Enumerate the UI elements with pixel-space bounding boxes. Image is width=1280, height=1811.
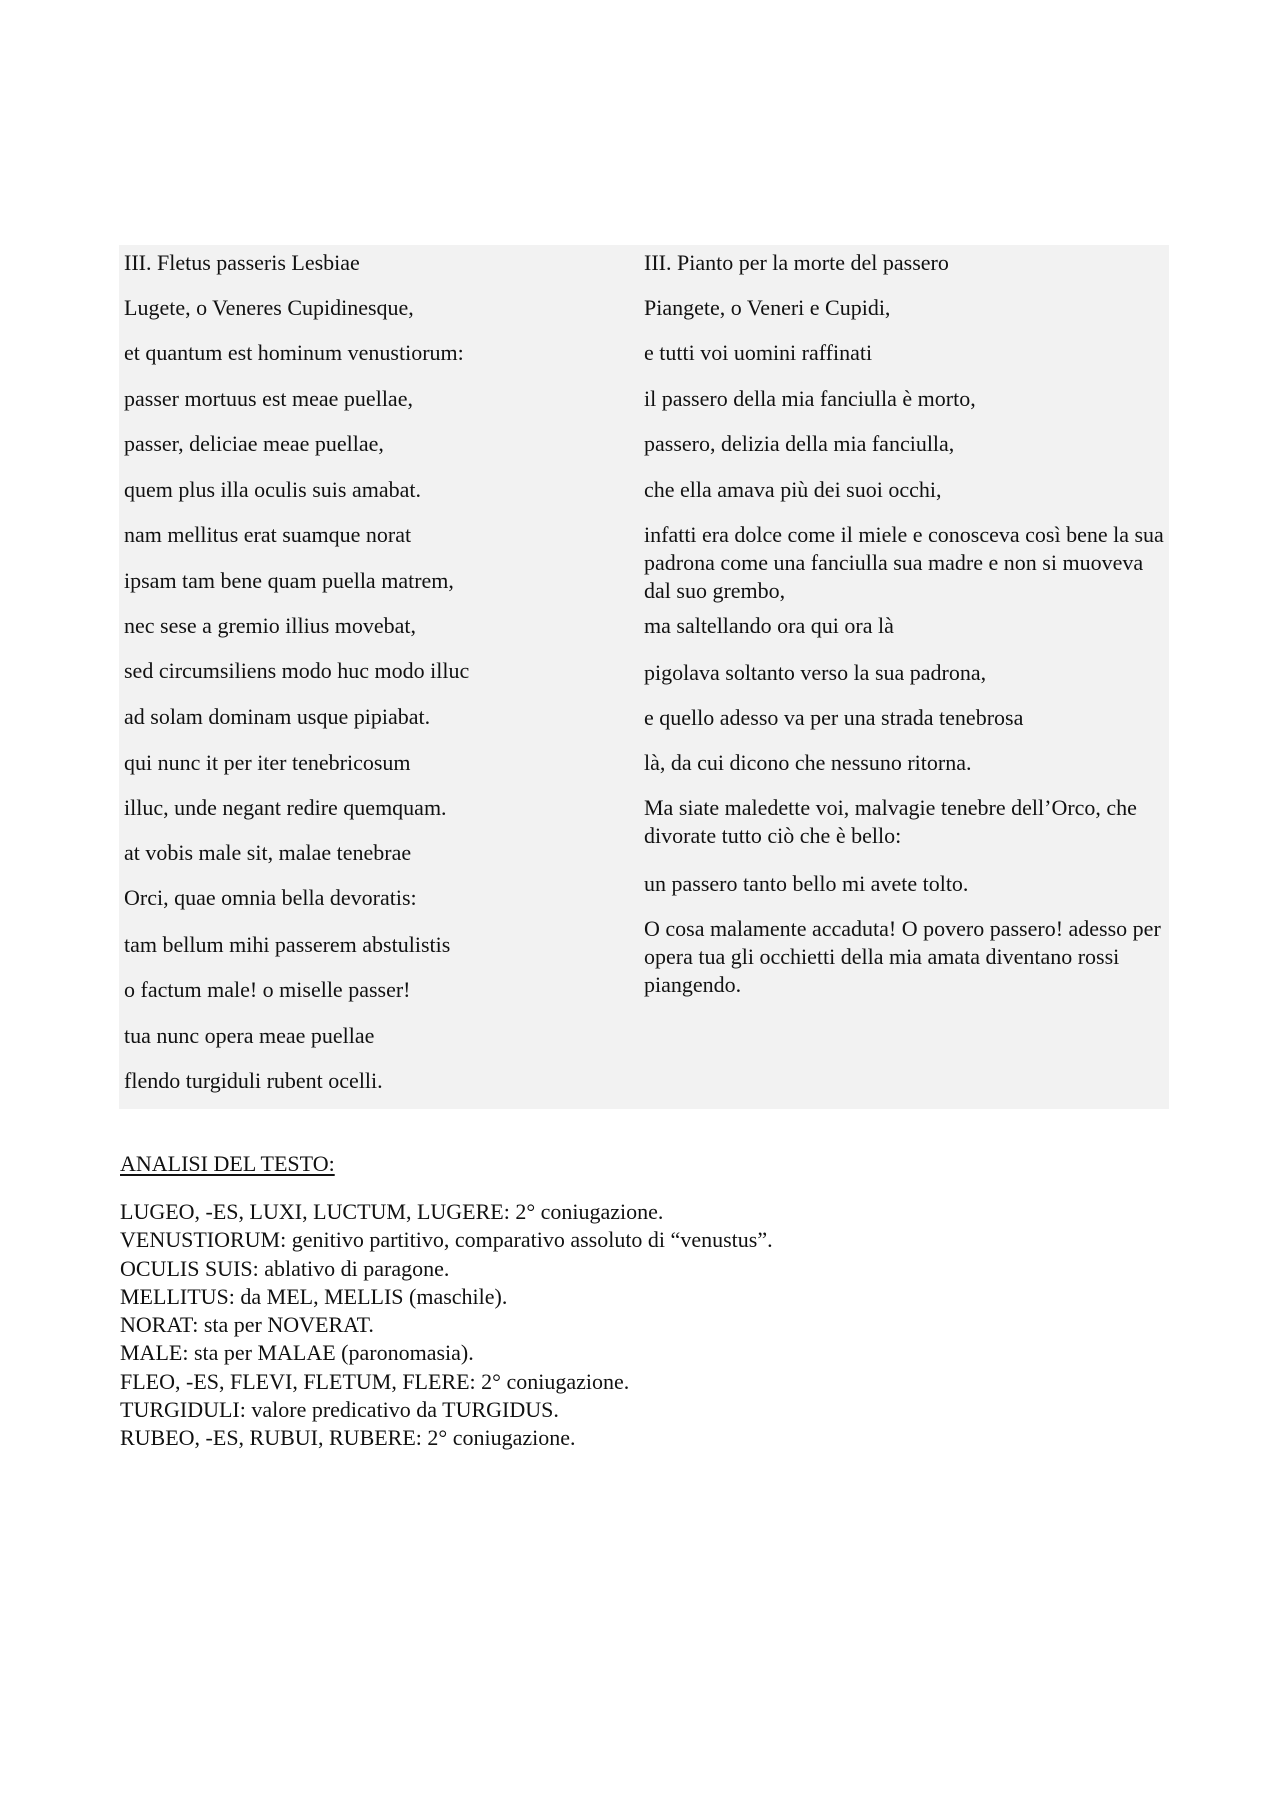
italian-verse-13: O cosa malamente accaduta! O povero passero! adesso per opera tua gli occhietti della mia amata diventano rossi piangendo. bbox=[644, 916, 1161, 997]
latin-verse-6: nam mellitus erat suamque norat bbox=[124, 522, 412, 547]
analysis-note: VENUSTIORUM: genitivo partitivo, comparativo assoluto di “venustus”. bbox=[120, 1227, 773, 1253]
latin-verse-3: passer mortuus est meae puellae, bbox=[124, 386, 413, 411]
analysis-notes-list bbox=[120, 1198, 1120, 1453]
analysis-note: TURGIDULI: valore predicativo da TURGIDUS. bbox=[120, 1397, 559, 1423]
latin-verse-13: at vobis male sit, malae tenebrae bbox=[124, 840, 412, 865]
latin-verse-11: qui nunc it per iter tenebricosum bbox=[124, 750, 411, 775]
italian-verse-4: passero, delizia della mia fanciulla, bbox=[644, 431, 955, 456]
italian-verse-11: Ma siate maledette voi, malvagie tenebre dell’Orco, che divorate tutto ciò che è bello: bbox=[644, 795, 1137, 848]
poem-translation-table bbox=[119, 245, 1169, 1109]
italian-verse-5: che ella amava più dei suoi occhi, bbox=[644, 477, 942, 502]
analysis-note: MALE: sta per MALAE (paronomasia). bbox=[120, 1340, 474, 1366]
analysis-note: NORAT: sta per NOVERAT. bbox=[120, 1312, 374, 1338]
italian-verse-12: un passero tanto bello mi avete tolto. bbox=[644, 871, 969, 896]
latin-verse-14: Orci, quae omnia bella devoratis: bbox=[124, 885, 417, 910]
italian-verse-6: infatti era dolce come il miele e conosceva così bene la sua padrona come una fanciulla sua madre e non si muoveva dal suo grembo, bbox=[644, 522, 1164, 603]
italian-verse-3: il passero della mia fanciulla è morto, bbox=[644, 386, 976, 411]
latin-verse-16: o factum male! o miselle passer! bbox=[124, 977, 411, 1002]
latin-verse-2: et quantum est hominum venustiorum: bbox=[124, 340, 464, 365]
latin-verse-7: ipsam tam bene quam puella matrem, bbox=[124, 568, 454, 593]
latin-verse-5: quem plus illa oculis suis amabat. bbox=[124, 477, 421, 502]
latin-verse-17: tua nunc opera meae puellae bbox=[124, 1023, 375, 1048]
italian-verse-7: ma saltellando ora qui ora là bbox=[644, 613, 894, 638]
latin-title: III. Fletus passeris Lesbiae bbox=[124, 250, 360, 275]
analysis-note: OCULIS SUIS: ablativo di paragone. bbox=[120, 1255, 450, 1281]
italian-verse-2: e tutti voi uomini raffinati bbox=[644, 340, 873, 365]
latin-verse-18: flendo turgiduli rubent ocelli. bbox=[124, 1068, 383, 1093]
latin-verse-4: passer, deliciae meae puellae, bbox=[124, 431, 384, 456]
latin-verse-1: Lugete, o Veneres Cupidinesque, bbox=[124, 295, 414, 320]
analysis-note: FLEO, -ES, FLEVI, FLETUM, FLERE: 2° coniugazione. bbox=[120, 1368, 630, 1394]
analysis-heading: ANALISI DEL TESTO: bbox=[120, 1151, 335, 1176]
analysis-note: MELLITUS: da MEL, MELLIS (maschile). bbox=[120, 1283, 508, 1309]
analysis-note: LUGEO, -ES, LUXI, LUCTUM, LUGERE: 2° coniugazione. bbox=[120, 1199, 664, 1224]
analysis-note: RUBEO, -ES, RUBUI, RUBERE: 2° coniugazione. bbox=[120, 1425, 576, 1451]
italian-verse-10: là, da cui dicono che nessuno ritorna. bbox=[644, 750, 972, 775]
italian-verse-8: pigolava soltanto verso la sua padrona, bbox=[644, 660, 987, 685]
latin-verse-15: tam bellum mihi passerem abstulistis bbox=[124, 932, 451, 957]
italian-title: III. Pianto per la morte del passero bbox=[644, 250, 949, 275]
latin-verse-12: illuc, unde negant redire quemquam. bbox=[124, 795, 447, 820]
latin-verse-8: nec sese a gremio illius movebat, bbox=[124, 613, 417, 638]
latin-verse-10: ad solam dominam usque pipiabat. bbox=[124, 704, 431, 729]
italian-verse-9: e quello adesso va per una strada tenebrosa bbox=[644, 705, 1024, 730]
italian-verse-1: Piangete, o Veneri e Cupidi, bbox=[644, 295, 891, 320]
latin-verse-9: sed circumsiliens modo huc modo illuc bbox=[124, 658, 470, 683]
